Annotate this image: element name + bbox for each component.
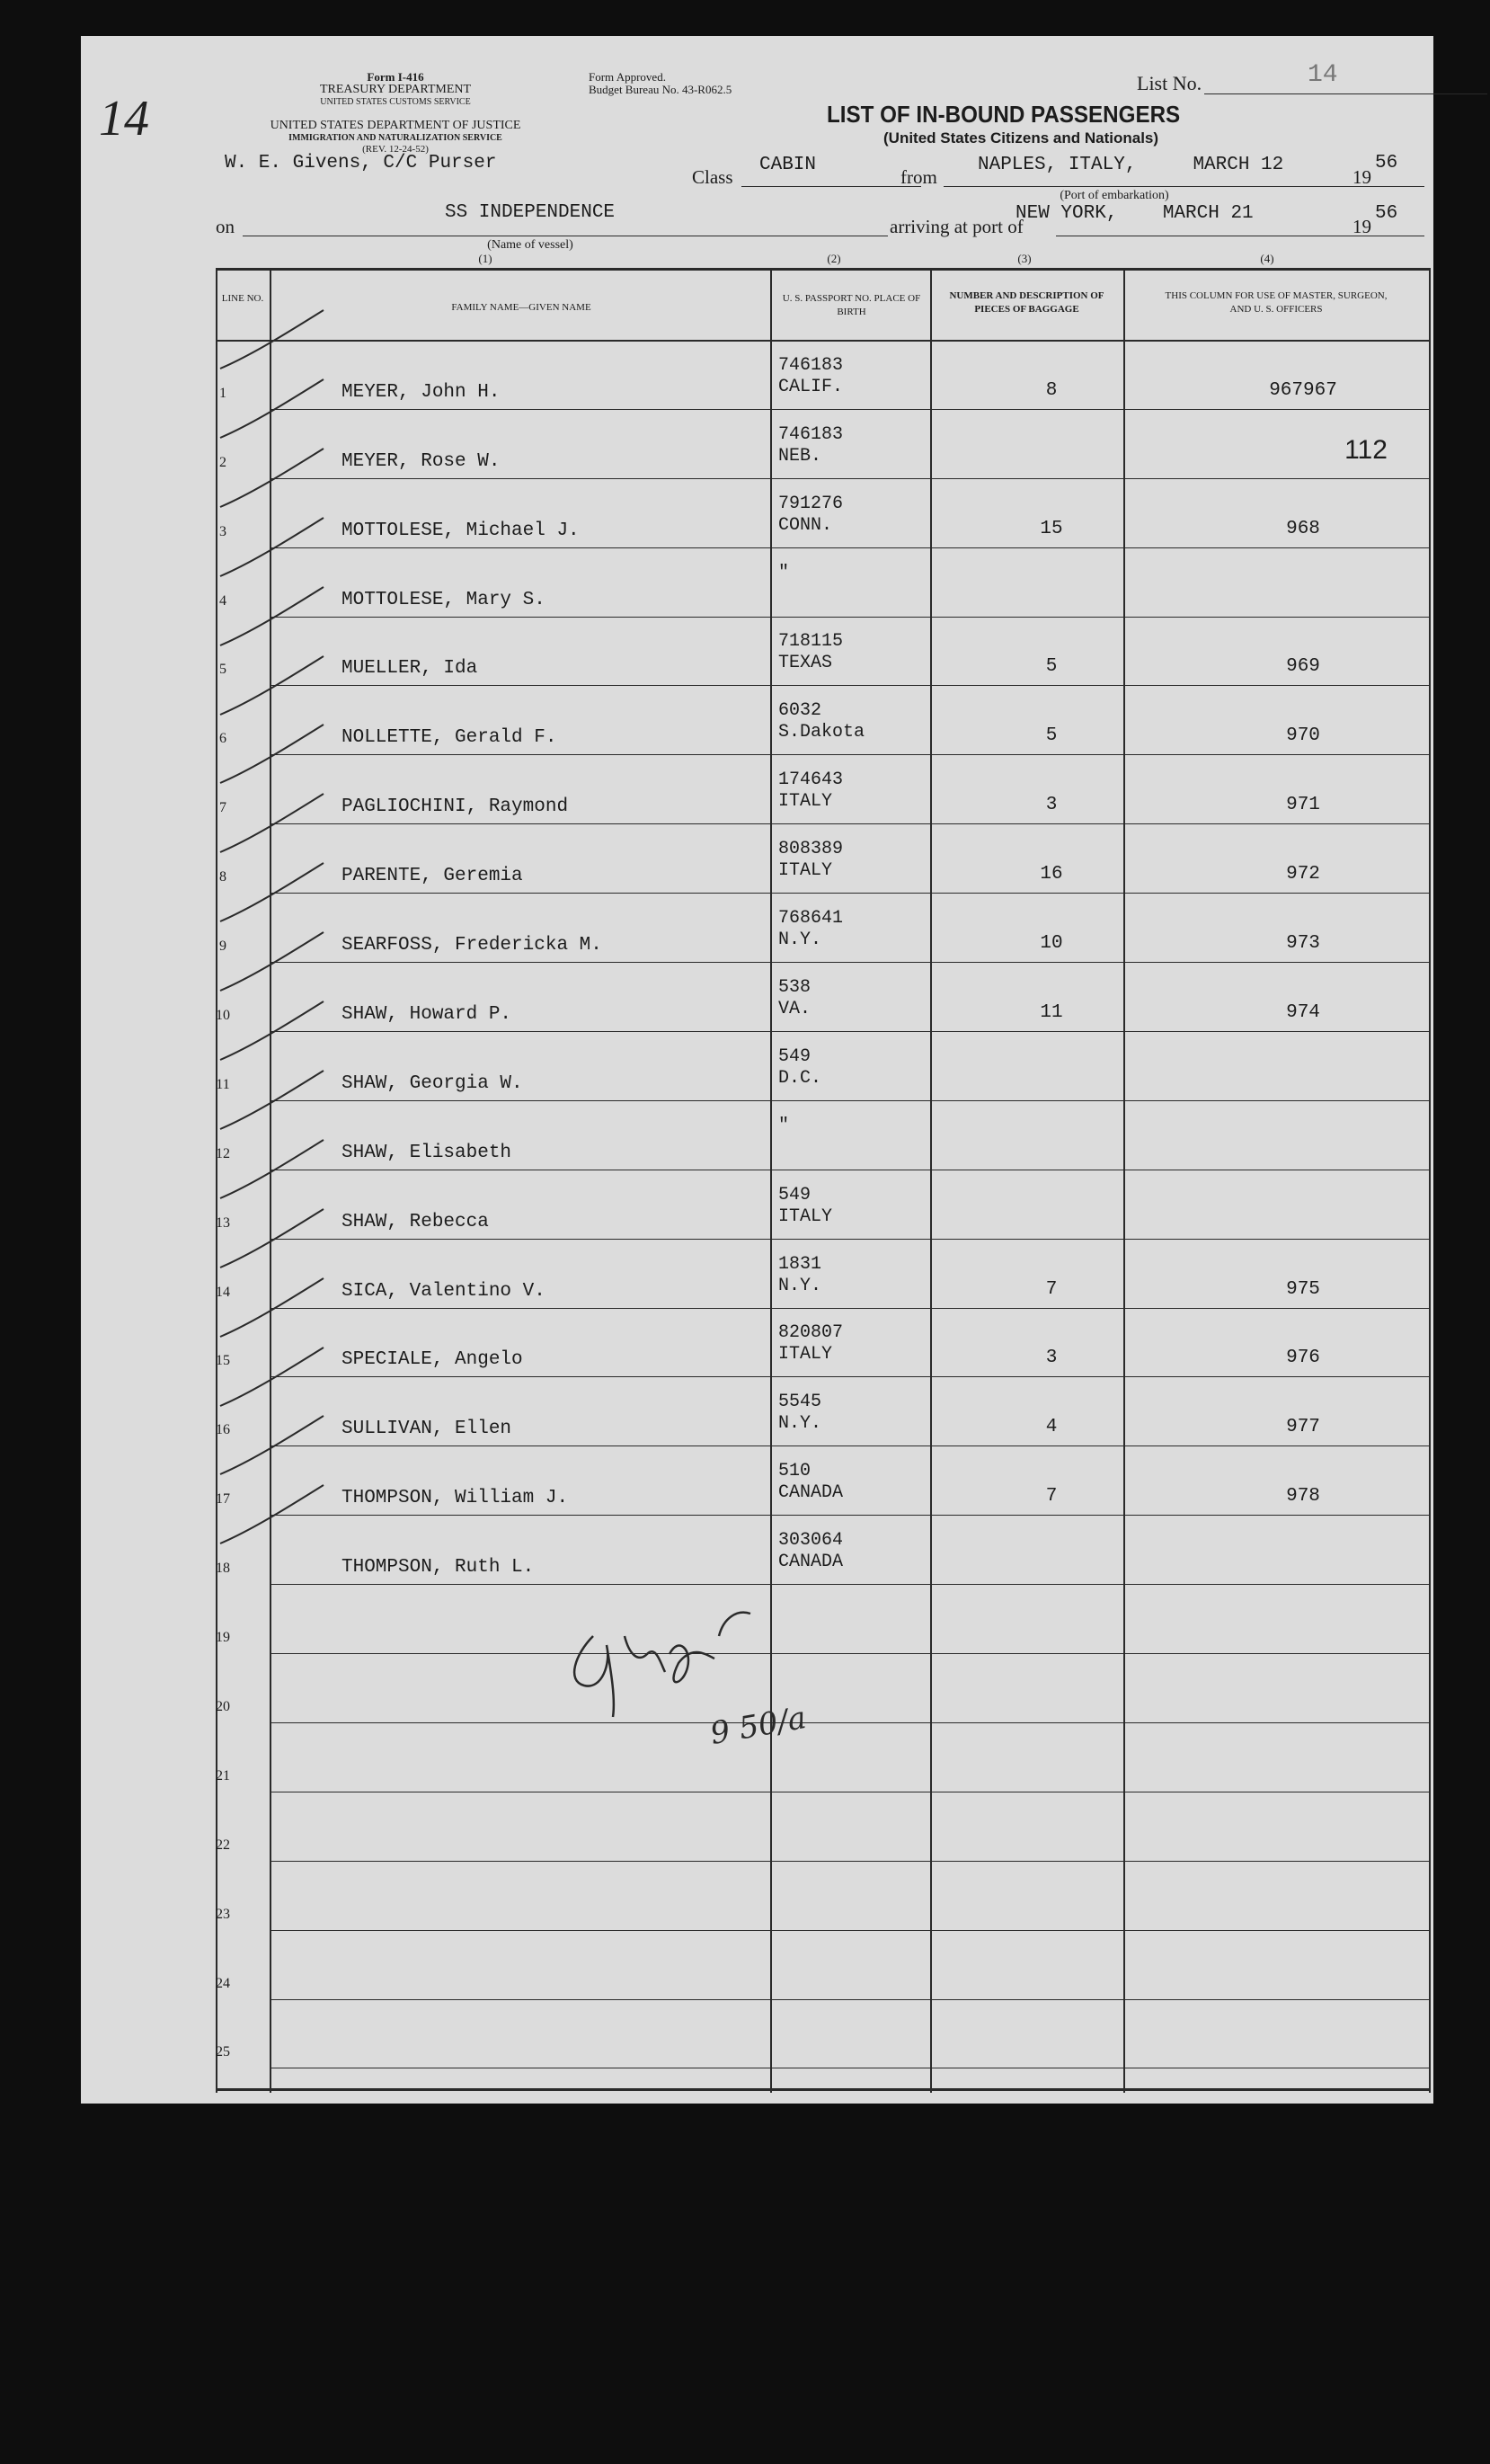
port-embarkation-label: (Port of embarkation)	[1060, 189, 1169, 202]
col-ref-1: (1)	[478, 252, 492, 265]
from-year: 56	[1375, 153, 1398, 173]
line-number: 21	[216, 1767, 230, 1784]
place-of-birth: ITALY	[778, 791, 833, 813]
officer-number: 971	[1286, 795, 1320, 816]
passport-number: 538	[778, 976, 812, 998]
passenger-name: SHAW, Howard P.	[341, 1003, 512, 1025]
passenger-name: MOTTOLESE, Mary S.	[341, 589, 545, 610]
table-row	[81, 1517, 1429, 1586]
line-number: 9	[219, 938, 226, 955]
treasury-department: TREASURY DEPARTMENT	[319, 83, 472, 96]
vessel-name: SS INDEPENDENCE	[445, 202, 616, 223]
line-number: 10	[216, 1007, 230, 1023]
table-row	[81, 688, 1429, 757]
passenger-name: MUELLER, Ida	[341, 658, 478, 680]
table-row	[81, 894, 1429, 964]
table-row	[81, 1447, 1429, 1517]
table-row	[81, 1932, 1429, 2001]
passenger-table	[81, 36, 1433, 2104]
place-of-birth: D.C.	[778, 1067, 822, 1089]
line-number: 4	[219, 592, 226, 609]
passport-number: 5545	[778, 1392, 822, 1413]
baggage-count: 8	[1045, 379, 1058, 401]
from-value: NAPLES, ITALY, MARCH 12	[978, 155, 1284, 175]
list-no-label: List No.	[1137, 72, 1202, 94]
passport-number: 791276	[778, 493, 844, 514]
place-of-birth: S.Dakota	[778, 722, 865, 743]
margin-note: 14	[99, 91, 149, 147]
officer-number: 973	[1286, 933, 1320, 955]
from-year-prefix: 19	[1353, 166, 1371, 188]
line-number: 15	[216, 1353, 230, 1369]
passport-number: 303064	[778, 1530, 844, 1552]
col-ref-2: (2)	[827, 252, 841, 265]
baggage-count: 11	[1040, 1001, 1063, 1023]
passport-number: "	[778, 562, 790, 583]
passenger-name: SEARFOSS, Fredericka M.	[341, 935, 602, 956]
line-number: 13	[216, 1214, 230, 1231]
line-number: 5	[219, 662, 226, 678]
place-of-birth: ITALY	[778, 860, 833, 882]
passenger-name: SPECIALE, Angelo	[341, 1349, 523, 1371]
passenger-name: MEYER, John H.	[341, 381, 501, 403]
arriving-label: arriving at port of	[890, 216, 1024, 237]
ins-label: IMMIGRATION AND NATURALIZATION SERVICE	[288, 133, 502, 143]
baggage-count: 3	[1045, 795, 1058, 816]
officer-number: 970	[1286, 725, 1320, 747]
document-subtitle: (United States Citizens and Nationals)	[883, 129, 1159, 147]
officer-number: 972	[1286, 864, 1320, 885]
passenger-name: SHAW, Georgia W.	[341, 1072, 523, 1094]
table-row	[81, 480, 1429, 549]
col-header-officers: THIS COLUMN FOR USE OF MASTER, SURGEON, AND U. S. OFFICERS	[1165, 290, 1388, 315]
line-number: 8	[219, 869, 226, 885]
col-ref-4: (4)	[1260, 252, 1274, 265]
arrive-year-prefix: 19	[1353, 216, 1371, 237]
class-label: Class	[692, 166, 733, 188]
line-number: 20	[216, 1698, 230, 1714]
handwritten-signature	[557, 1600, 791, 1780]
budget-bureau: Budget Bureau No. 43-R062.5	[589, 83, 732, 96]
passenger-name: THOMPSON, Ruth L.	[341, 1557, 535, 1579]
officer-number: 976	[1286, 1348, 1320, 1369]
on-label: on	[216, 216, 235, 237]
baggage-count: 7	[1045, 1486, 1058, 1508]
table-row	[81, 411, 1429, 480]
line-number: 16	[216, 1422, 230, 1438]
passport-number: 549	[778, 1184, 812, 1205]
passenger-name: PAGLIOCHINI, Raymond	[341, 796, 569, 818]
place-of-birth: ITALY	[778, 1344, 833, 1365]
passport-number: 549	[778, 1045, 812, 1067]
table-row	[81, 1863, 1429, 1932]
place-of-birth: CONN.	[778, 514, 833, 536]
officer-number: 968	[1286, 518, 1320, 539]
table-row	[81, 1793, 1429, 1863]
baggage-count: 15	[1040, 518, 1063, 539]
justice-department: UNITED STATES DEPARTMENT OF JUSTICE	[270, 119, 521, 132]
vessel-label: (Name of vessel)	[487, 238, 573, 252]
table-row	[81, 1310, 1429, 1379]
passport-number: 746183	[778, 354, 844, 376]
baggage-count: 10	[1040, 933, 1063, 955]
line-number: 23	[216, 1906, 230, 1922]
table-row	[81, 1241, 1429, 1310]
col-header-baggage: NUMBER AND DESCRIPTION OF PIECES OF BAGGAGE	[949, 290, 1104, 315]
officer-number: 974	[1286, 1001, 1320, 1023]
purser-name: W. E. Givens, C/C Purser	[225, 153, 497, 173]
line-number: 12	[216, 1145, 230, 1161]
baggage-count: 3	[1045, 1348, 1058, 1369]
passenger-name: MOTTOLESE, Michael J.	[341, 520, 580, 541]
baggage-count: 16	[1040, 864, 1063, 885]
line-number: 2	[219, 454, 226, 470]
col-header-passport: U. S. PASSPORT NO. PLACE OF BIRTH	[782, 293, 921, 317]
document-title: LIST OF IN-BOUND PASSENGERS	[827, 101, 1181, 128]
form-approved: Form Approved.	[589, 70, 666, 84]
table-row	[81, 1033, 1429, 1102]
line-number: 18	[216, 1561, 230, 1577]
arrive-year: 56	[1375, 203, 1398, 224]
col-header-line: LINE NO.	[221, 293, 264, 304]
passport-number: 820807	[778, 1322, 844, 1344]
handwritten-note: 9 50/a	[707, 1699, 810, 1753]
place-of-birth: N.Y.	[778, 930, 822, 951]
officer-number: 112	[1344, 434, 1388, 465]
line-number: 11	[216, 1076, 230, 1092]
baggage-count: 5	[1045, 725, 1058, 747]
table-row	[81, 825, 1429, 894]
place-of-birth: CANADA	[778, 1482, 844, 1504]
line-number: 6	[219, 731, 226, 747]
line-number: 22	[216, 1837, 230, 1853]
place-of-birth: VA.	[778, 998, 812, 1019]
officer-number: 967967	[1269, 379, 1337, 401]
table-row	[81, 1379, 1429, 1448]
place-of-birth: CANADA	[778, 1552, 844, 1573]
passport-number: 1831	[778, 1253, 822, 1275]
table-row	[81, 964, 1429, 1033]
place-of-birth: N.Y.	[778, 1413, 822, 1435]
col-ref-3: (3)	[1017, 252, 1032, 265]
line-number: 17	[216, 1491, 230, 1508]
table-row	[81, 1171, 1429, 1241]
line-number: 25	[216, 2044, 230, 2060]
passenger-name: PARENTE, Geremia	[341, 866, 523, 887]
passport-number: 6032	[778, 700, 822, 722]
place-of-birth: NEB.	[778, 445, 822, 467]
place-of-birth: N.Y.	[778, 1275, 822, 1296]
customs-service: UNITED STATES CUSTOMS SERVICE	[320, 97, 471, 107]
line-number: 24	[216, 1975, 230, 1991]
passenger-name: SHAW, Elisabeth	[341, 1142, 512, 1163]
passenger-name: THOMPSON, William J.	[341, 1488, 569, 1509]
passport-number: 746183	[778, 423, 844, 445]
arriving-value: NEW YORK, MARCH 21	[1016, 203, 1254, 224]
place-of-birth: CALIF.	[778, 376, 844, 397]
officer-number: 969	[1286, 656, 1320, 678]
officer-number: 978	[1286, 1486, 1320, 1508]
line-number: 1	[219, 385, 226, 401]
passenger-name: MEYER, Rose W.	[341, 450, 501, 472]
line-number: 3	[219, 523, 226, 539]
passport-number: 174643	[778, 769, 844, 791]
passenger-name: SULLIVAN, Ellen	[341, 1419, 512, 1440]
form-number: Form I-416	[367, 70, 424, 84]
passport-number: 718115	[778, 631, 844, 653]
class-value: CABIN	[759, 155, 817, 175]
table-row	[81, 618, 1429, 688]
revision-date: (REV. 12-24-52)	[362, 144, 429, 155]
passenger-name: NOLLETTE, Gerald F.	[341, 727, 557, 749]
from-label: from	[900, 166, 937, 188]
line-number: 7	[219, 800, 226, 816]
passport-number: 808389	[778, 839, 844, 860]
table-row	[81, 549, 1429, 618]
table-row	[81, 1102, 1429, 1171]
officer-number: 977	[1286, 1417, 1320, 1438]
col-header-name: FAMILY NAME—GIVEN NAME	[451, 302, 591, 313]
passport-number: 768641	[778, 908, 844, 930]
officer-number: 975	[1286, 1278, 1320, 1300]
baggage-count: 4	[1045, 1417, 1058, 1438]
table-row	[81, 756, 1429, 825]
table-row	[81, 342, 1429, 411]
passport-number: 510	[778, 1461, 812, 1482]
passenger-manifest-page	[81, 36, 1433, 2104]
baggage-count: 7	[1045, 1278, 1058, 1300]
place-of-birth: ITALY	[778, 1205, 833, 1227]
place-of-birth: TEXAS	[778, 653, 833, 674]
list-no-value: 14	[1308, 61, 1338, 89]
line-number: 14	[216, 1284, 230, 1300]
line-number: 19	[216, 1630, 230, 1646]
passenger-name: SHAW, Rebecca	[341, 1211, 489, 1232]
baggage-count: 5	[1045, 656, 1058, 678]
table-row	[81, 2001, 1429, 2070]
passport-number: "	[778, 1115, 790, 1136]
passenger-name: SICA, Valentino V.	[341, 1280, 545, 1302]
